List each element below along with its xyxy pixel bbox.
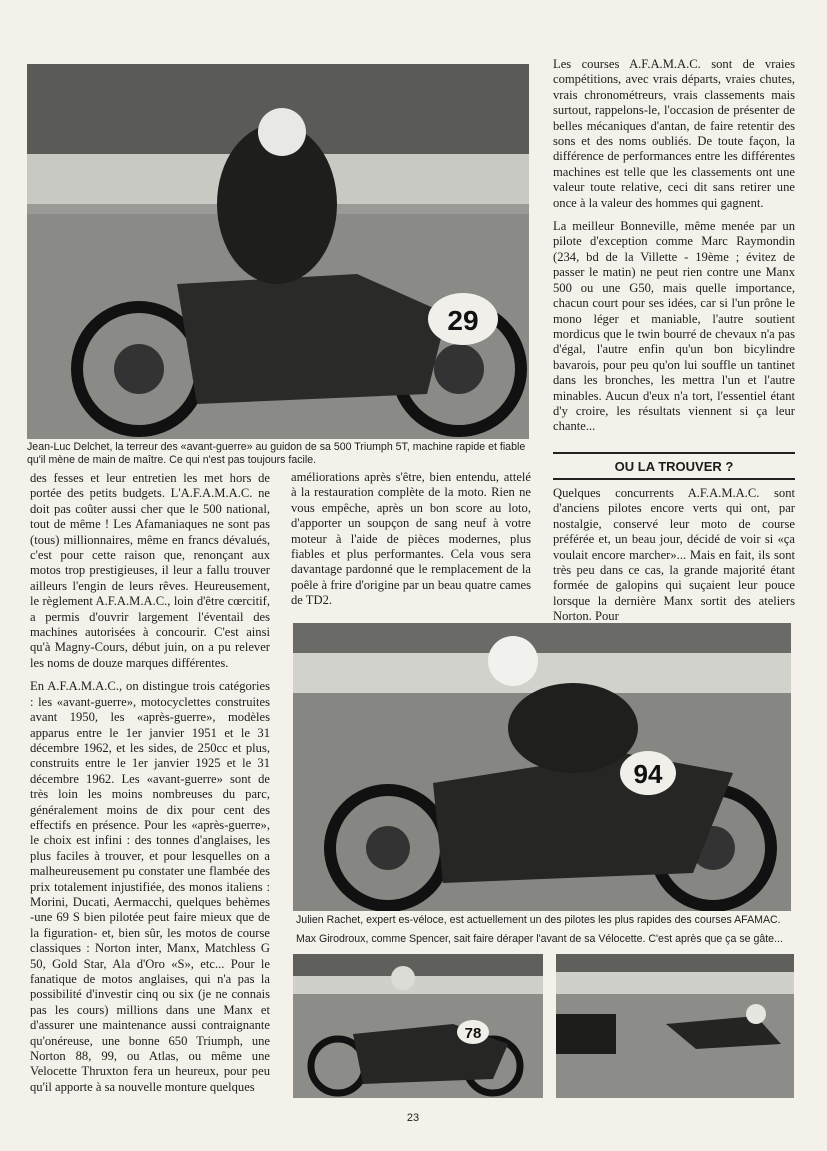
caption-girodroux: Max Girodroux, comme Spencer, sait faire déraper l'avant de sa Vélocette. C'est après que ça se gâte... <box>296 933 783 945</box>
crash-photo-graphic <box>556 954 794 1098</box>
column-right-mid: Quelques concurrents A.F.A.M.A.C. sont d'anciens pilotes encore verts qui ont, par nostalgie, conservé leur moto de course préférée et, un beau jour, décidé de voir si «ça voulait encore marcher»... Mais en fait, ils sont très peu dans ce cas, la grande majorité étant formée de galopins qui suçaient leur pouce lorsque la dernière Manx sortit des ateliers Norton. Pour <box>553 486 795 624</box>
section-rule-bottom <box>553 478 795 480</box>
race-number-78: 78 <box>464 1025 482 1042</box>
column-right-top <box>553 57 795 443</box>
photo-girodroux-ride <box>293 954 543 1098</box>
motorcycle-photo-graphic <box>27 64 529 439</box>
photo-rachet <box>293 623 791 911</box>
column-left <box>30 471 270 1103</box>
photo-delchet-triumph <box>27 64 529 439</box>
page-number: 23 <box>406 1112 420 1124</box>
motorcycle-photo-graphic <box>293 954 543 1098</box>
race-number-29: 29 <box>447 305 479 336</box>
caption-delchet: Jean-Luc Delchet, la terreur des «avant-guerre» au guidon de sa 500 Triumph 5T, machine rapide et fiable qu'il mène de main de maître. Ce qui n'est pas toujours facile. <box>27 441 526 466</box>
motorcycle-photo-graphic <box>293 623 791 911</box>
paragraph: Les courses A.F.A.M.A.C. sont de vraies compétitions, avec vrais départs, vraies chutes, vrais chronométreurs, vrais classements mais surtout, rappelons-le, l'occasion de présenter de belles mécaniques d'antan, de faire retentir des sons et des noms oubliés. De toute façon, la différence de performances entre les différentes machines est telle que les classements ont une valeur toute relative, ceci dit sans retirer une once à la valeur des hommes qui gagnent. <box>553 57 795 210</box>
race-number-94: 94 <box>633 759 663 789</box>
photo-girodroux-fall <box>556 954 794 1098</box>
paragraph: La meilleur Bonneville, même menée par un pilote d'exception comme Marc Raymondin (234, bd de la Villette - 19ème ; évitez de passer le matin) ne peut rien contre une Manx 500 ou une G50, mais quelle importance, chacun court pour ses idées, car si l'un prône le mono léger et maniable, l'autre soutient mordicus que le twin bourré de chevaux n'a pas d'égal, l'autre enfin qu'un bon bicylindre bavarois, pour peu qu'on lui souffle un tantinet dans les bronches, les mettra l'un et l'autre minables. Aucun d'eux n'a tort, l'essentiel étant d'y croire, les résultats viennent si ça leur chante... <box>553 219 795 434</box>
caption-rachet: Julien Rachet, expert es-véloce, est actuellement un des pilotes les plus rapides des courses AFAMAC. <box>296 914 781 926</box>
section-rule-top <box>553 452 795 454</box>
section-heading: OU LA TROUVER ? <box>614 459 734 474</box>
column-middle: améliorations après s'être, bien entendu, attelé à la restauration complète de la moto. Rien ne vous empêche, après un bon score au loto, d'apporter un soupçon de sang neuf à votre moteur à l'aide de pièces modernes, plus fiables et plus performantes. Cela vous sera davantage pardonné que le remplacement de la poêle à frire d'origine par un beau quatre cames de TD2. <box>291 470 531 608</box>
paragraph: des fesses et leur entretien les met hors de portée des petits budgets. L'A.F.A.M.A.C. ne doit pas coûter aussi cher que le 500 national, tout de même ! Les Afamaniaques ne sont pas (tous) millionnaires, même en francs dévalués, c'est pour cette raison que, renonçant aux motos trop prestigieuses, il leur a fallu trouver ailleurs l'engin de leurs rêves. Heureusement, le règlement A.F.A.M.A.C., loin d'être cœrcitif, a permis d'ouvrir largement l'éventail des machines autorisées à concourir. C'est ainsi qu'à Magny-Cours, début juin, on a pu relever les noms de douze marques différentes. <box>30 471 270 670</box>
paragraph: En A.F.A.M.A.C., on distingue trois catégories : les «avant-guerre», motocyclettes construites avant 1950, les «après-guerre», modèles apparus entre le 1er janvier 1951 et le 31 décembre 1962, et les sides, de 250cc et plus, construits entre le 1er janvier 1925 et le 31 décembre 1962. Les «avant-guerre» sont de très loin les moins nombreuses du parc, généralement moins de dix pour cent des effectifs en présence. Pour les «après-guerre», le choix est infini : des tonnes d'anglaises, les plus faciles à trouver, et pour lesquelles on a malheureusement pu constater une flambée des prix totalement injustifiée, des monos italiens : Morini, Ducati, Aermacchi, quelques behèmes -une 69 S bien pilotée peut faire mieux que de la figuration- et, bien sûr, les motos de course classiques : Norton inter, Manx, Matchless G 50, Gold Star, Ala d'Oro «S», etc... Pour le fanatique de motos anglaises, qui n'a pas la possibilité d'investir cinq ou six (je ne connais pas les cours) millions dans une Manx et d'assurer une maintenance aussi contraignante qu'onéreuse, une bonne 650 Triumph, une Norton 88, 99, ou Atlas, ou même une Velocette Thruxton fera un heureux, pour peu qu'il apporte à sa nouvelle monture quelques <box>30 679 270 1094</box>
